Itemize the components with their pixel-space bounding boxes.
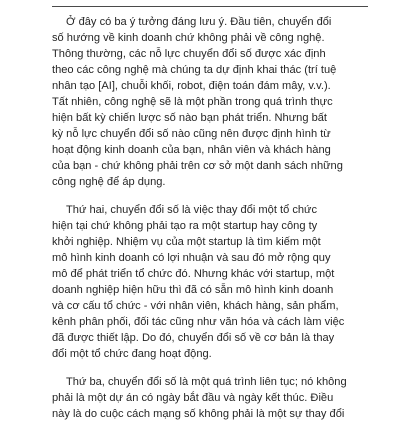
text-line: theo các công nghệ mà chúng ta dự định khai thác (trí tuệ [52, 64, 337, 76]
document-page [52, 14, 368, 434]
text-line: mô để phát triển tổ chức đó. Nhưng khác với startup, một [52, 268, 335, 280]
text-line: Thứ ba, chuyển đổi số là một quá trình liên tục; nó không [66, 376, 347, 388]
text-line: Tất nhiên, công nghệ sẽ là một phần trong quá trình thực [52, 96, 333, 108]
text-line: hoạt động kinh doanh của bạn, nhân viên và khách hàng [52, 144, 331, 156]
text-line: đã được thiết lập. Do đó, chuyển đổi số về cơ bản là thay [52, 332, 335, 344]
text-line: phải là một dự án có ngày bắt đầu và ngày kết thúc. Điều [52, 392, 334, 404]
paragraph-1 [52, 14, 368, 190]
text-line: Ở đây có ba ý tưởng đáng lưu ý. Đầu tiên, chuyển đổi [66, 16, 332, 28]
text-line: Thứ hai, chuyển đổi số là việc thay đổi một tổ chức [66, 204, 318, 216]
paragraph-2 [52, 202, 368, 362]
text-line: số hướng về kinh doanh chứ không phải về công nghệ. [52, 32, 325, 44]
text-line: của bạn - chứ không phải trên cơ sở một danh sách những [52, 160, 343, 172]
text-line: kỳ nỗ lực chuyển đổi số nào cũng nên được định hình từ [52, 128, 331, 140]
paragraph-3 [52, 374, 368, 422]
text-line: đổi một tổ chức đang hoạt động. [52, 348, 212, 360]
top-rule [52, 6, 368, 7]
text-line: Thông thường, các nỗ lực chuyển đổi số được xác định [52, 48, 326, 60]
text-line: và cơ cấu tổ chức - với nhân viên, khách hàng, sản phẩm, [52, 300, 339, 312]
text-line: kênh phân phối, đối tác cũng như văn hóa và cách làm việc [52, 316, 345, 328]
text-line: nhân tạo [AI], chuỗi khối, robot, điện toán đám mây, v.v.). [52, 80, 331, 92]
text-line: công nghệ để áp dụng. [52, 176, 166, 188]
text-line: khởi nghiệp. Nhiệm vụ của một startup là tìm kiếm một [52, 236, 321, 248]
text-line: này là do cuộc cách mạng số không phải là một sự thay đổi [52, 408, 345, 420]
text-line: hiện bất kỳ chiến lược số nào bạn phát triển. Nhưng bất [52, 112, 327, 124]
text-line: doanh nghiệp hiện hữu thì đã có sẵn mô hình kinh doanh [52, 284, 334, 296]
text-line: mô hình kinh doanh có lợi nhuận và sau đó mở rộng quy [52, 252, 331, 264]
text-line: hiện tại chứ không phải tạo ra một startup hay công ty [52, 220, 318, 232]
